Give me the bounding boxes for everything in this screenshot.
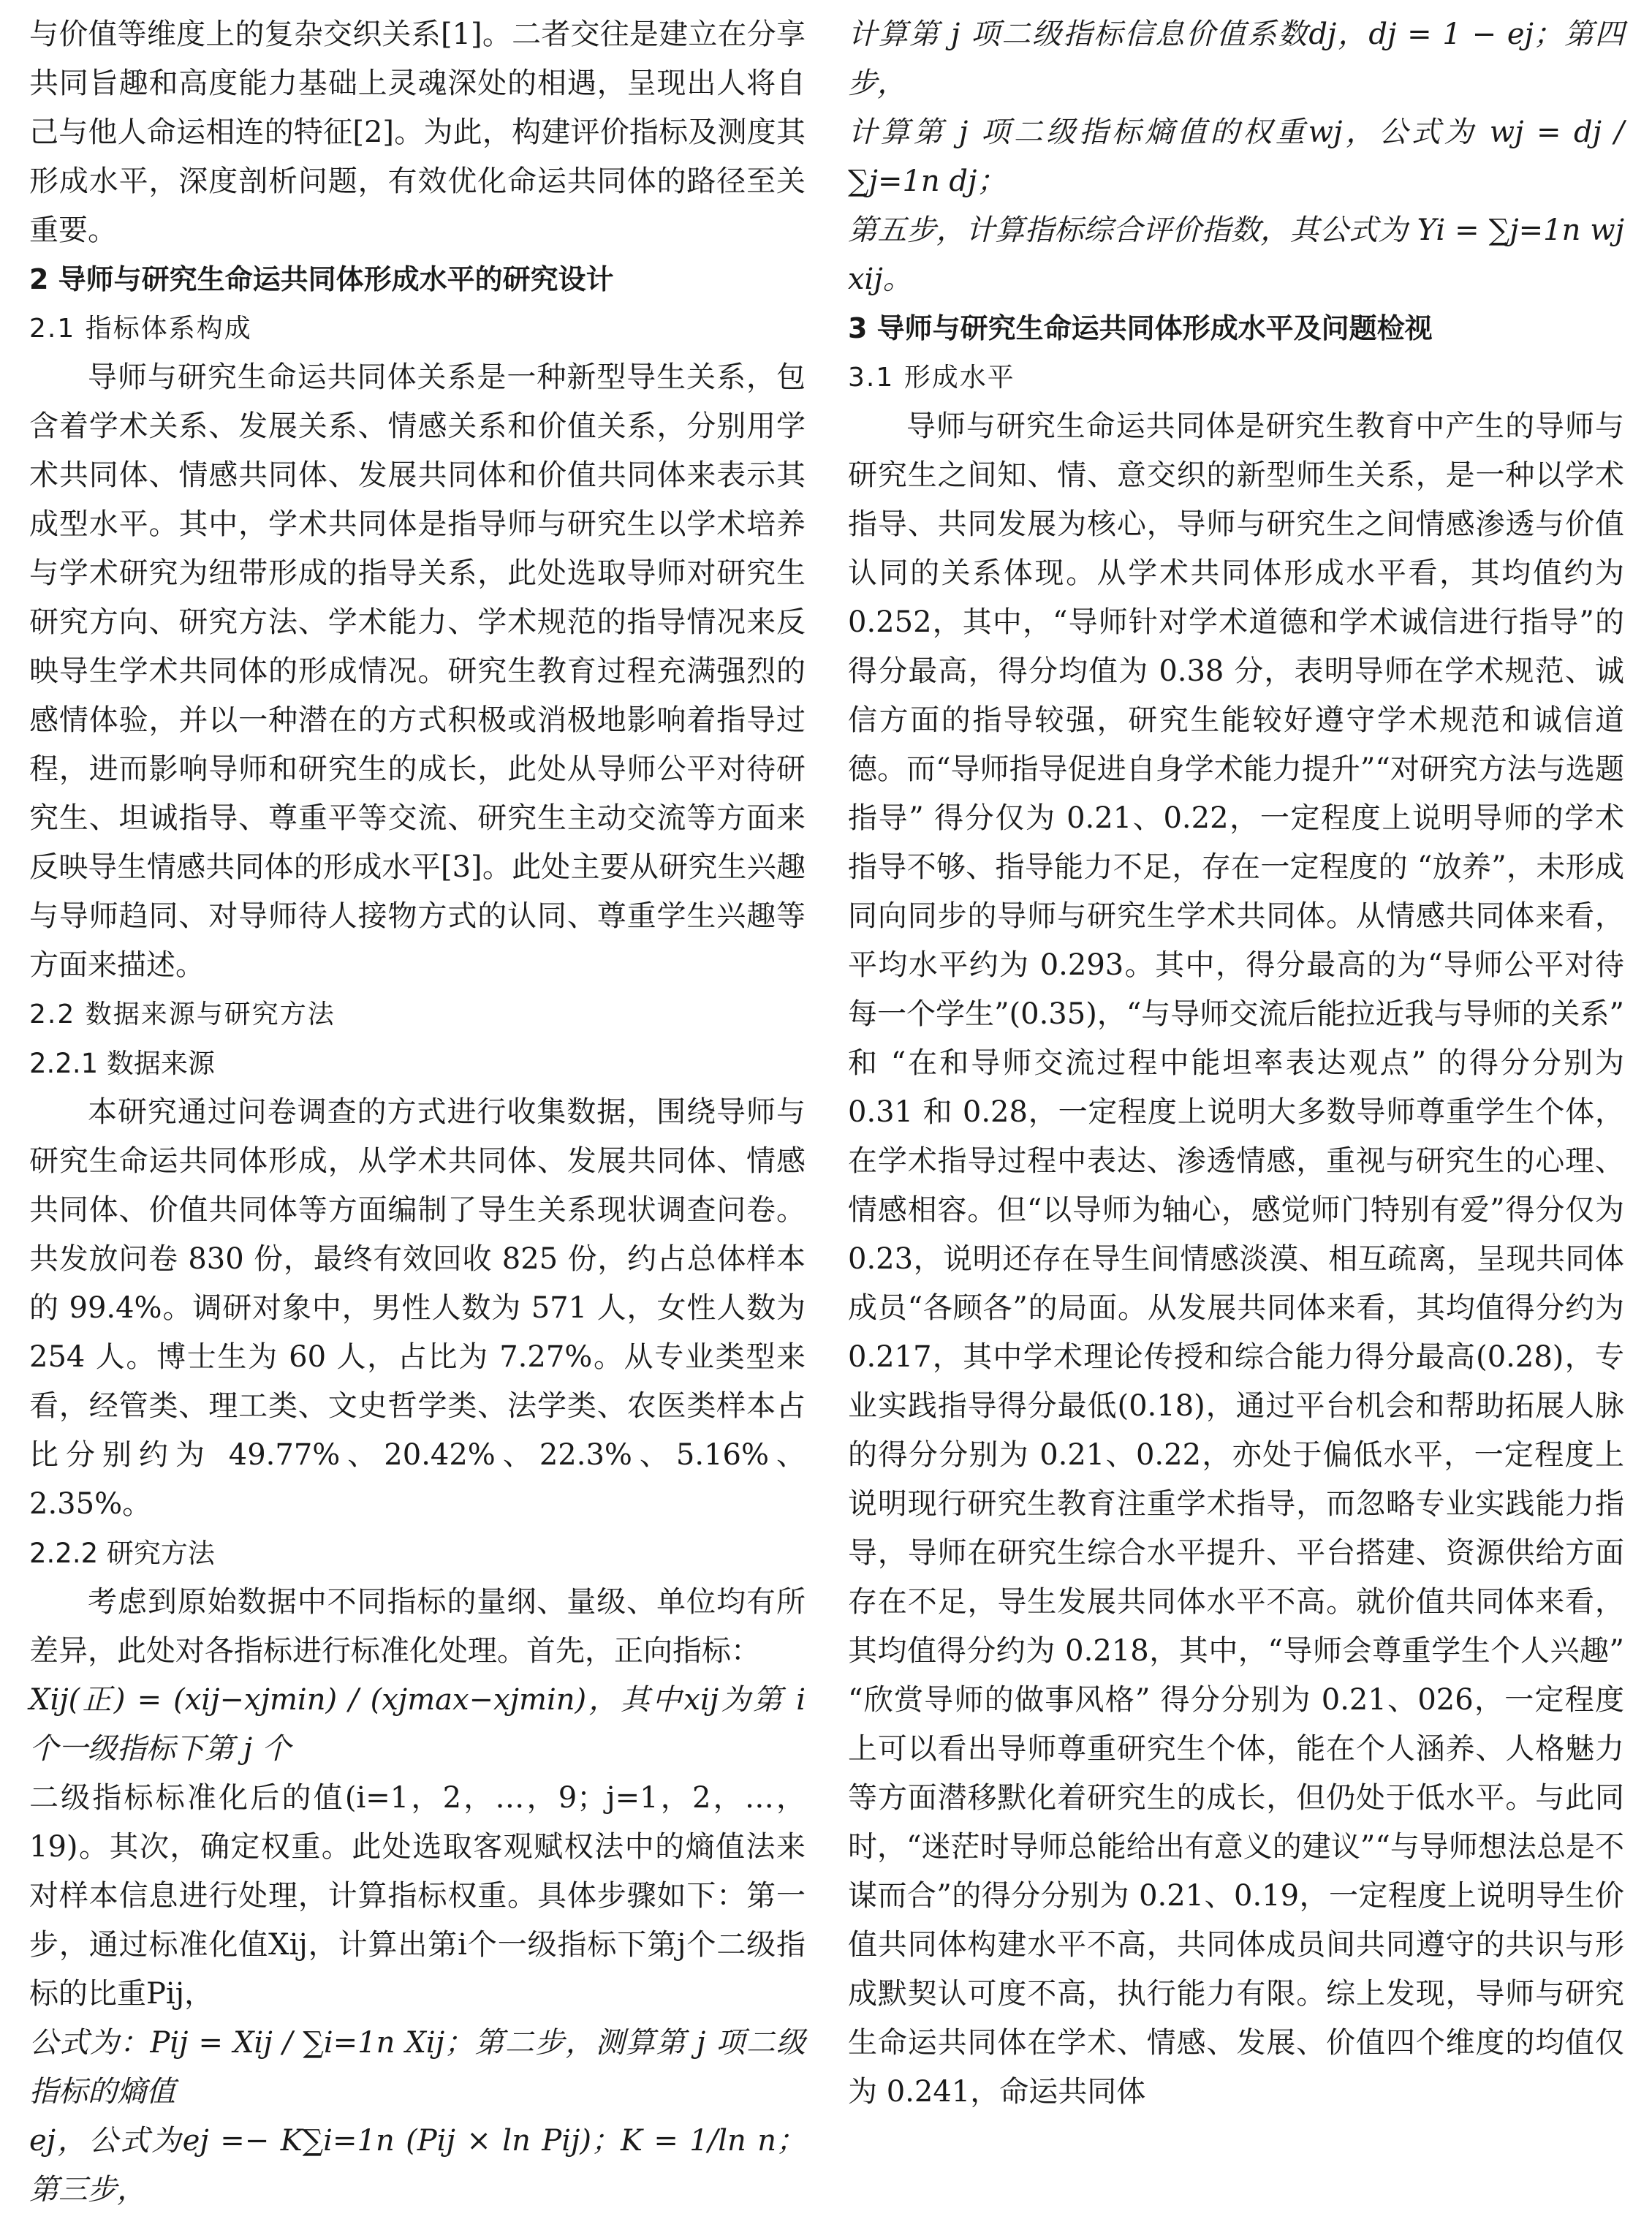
left-column [29, 10, 806, 2215]
paragraph-2-2-1: 本研究通过问卷调查的方式进行收集数据，围绕导师与研究生命运共同体形成，从学术共同体、发展共同体、情感共同体、价值共同体等方面编制了导生关系现状调查问卷。共发放问卷 830 份，最终有效回收 825 份，约占总体样本的 99.4%。调研对象中，男性人数为 571 人，女性人数为 254 人。博士生为 60 人，占比为 7.27%。从专业类型来看，经管类、理工类、文史哲学类、法学类、农医类样本占比分别约为 49.77%、20.42%、22.3%、5.16%、2.35%。 [29, 1095, 806, 1521]
equation-composite-index: 第五步，计算指标综合评价指数，其公式为 Yi = ∑j=1n wj xij。 [848, 213, 1624, 296]
paragraph-2-2-2-continued: 二级指标标准化后的值(i=1，2，…，9；j=1，2，…，19)。其次，确定权重。此处选取客观赋权法中的熵值法来对样本信息进行处理，计算指标权重。具体步骤如下：第一步，通过标准化值Xij，计算出第i个一级指标下第j个二级指标的比重Pij， [29, 1781, 806, 2011]
section-heading-3: 3 导师与研究生命运共同体形成水平及问题检视 [848, 312, 1433, 344]
equation-info-coefficient: 计算第 j 项二级指标信息价值系数dj，dj = 1 − ej；第四步， [848, 18, 1624, 100]
equation-weight: 计算第 j 项二级指标熵值的权重wj，公式为 wj = dj / ∑j=1n dj； [848, 116, 1624, 198]
section-heading-3-1: 3.1 形成水平 [848, 363, 1015, 393]
right-column [848, 10, 1624, 2117]
paragraph-2-1: 导师与研究生命运共同体关系是一种新型导生关系，包含着学术关系、发展关系、情感关系和价值关系，分别用学术共同体、情感共同体、发展共同体和价值共同体来表示其成型水平。其中，学术共同体是指导师与研究生以学术培养与学术研究为纽带形成的指导关系，此处选取导师对研究生研究方向、研究方法、学术能力、学术规范的指导情况来反映导生学术共同体的形成情况。研究生教育过程充满强烈的感情体验，并以一种潜在的方式积极或消极地影响着指导过程，进而影响导师和研究生的成长，此处从导师公平对待研究生、坦诚指导、尊重平等交流、研究生主动交流等方面来反映导生情感共同体的形成水平[3]。此处主要从研究生兴趣与导师趋同、对导师待人接物方式的认同、尊重学生兴趣等方面来描述。 [29, 360, 806, 982]
paragraph-3-1: 导师与研究生命运共同体是研究生教育中产生的导师与研究生之间知、情、意交织的新型师生关系，是一种以学术指导、共同发展为核心，导师与研究生之间情感渗透与价值认同的关系体现。从学术共同体形成水平看，其均值约为 0.252，其中，“导师针对学术道德和学术诚信进行指导”的得分最高，得分均值为 0.38 分，表明导师在学术规范、诚信方面的指导较强，研究生能较好遵守学术规范和诚信道德。而“导师指导促进自身学术能力提升”“对研究方法与选题指导” 得分仅为 0.21、0.22，一定程度上说明导师的学术指导不够、指导能力不足，存在一定程度的 “放养”，未形成同向同步的导师与研究生学术共同体。从情感共同体来看，平均水平约为 0.293。其中，得分最高的为“导师公平对待每一个学生”(0.35)，“与导师交流后能拉近我与导师的关系” 和 “在和导师交流过程中能坦率表达观点” 的得分分别为 0.31 和 0.28，一定程度上说明大多数导师尊重学生个体，在学术指导过程中表达、渗透情感，重视与研究生的心理、情感相容。但“以导师为轴心，感觉师门特别有爱”得分仅为 0.23，说明还存在导生间情感淡漠、相互疏离，呈现共同体成员“各顾各”的局面。从发展共同体来看，其均值得分约为 0.217，其中学术理论传授和综合能力得分最高(0.28)，专业实践指导得分最低(0.18)，通过平台机会和帮助拓展人脉的得分分别为 0.21、0.22，亦处于偏低水平，一定程度上说明现行研究生教育注重学术指导，而忽略专业实践能力指导，导师在研究生综合水平提升、平台搭建、资源供给方面存在不足，导生发展共同体水平不高。就价值共同体来看，其均值得分约为 0.218，其中，“导师会尊重学生个人兴趣” “欣赏导师的做事风格” 得分分别为 0.21、026，一定程度上可以看出导师尊重研究生个体，能在个人涵养、人格魅力等方面潜移默化着研究生的成长，但仍处于低水平。与此同时，“迷茫时导师总能给出有意义的建议”“与导师想法总是不谋而合”的得分分别为 0.21、0.19，一定程度上说明导生价值共同体构建水平不高，共同体成员间共同遵守的共识与形成默契认可度不高，执行能力有限。综上发现，导师与研究生命运共同体在学术、情感、发展、价值四个维度的均值仅为 0.241，命运共同体 [848, 409, 1624, 2109]
section-heading-2: 2 导师与研究生命运共同体形成水平的研究设计 [29, 263, 614, 295]
equation-standardization: Xij(正) = (xij−xjmin) / (xjmax−xjmin)，其中xij为第 i 个一级指标下第 j 个 [29, 1683, 806, 1766]
paragraph-intro: 与价值等维度上的复杂交织关系[1]。二者交往是建立在分享共同旨趣和高度能力基础上灵魂深处的相遇，呈现出人将自己与他人命运相连的特征[2]。为此，构建评价指标及测度其形成水平，深度剖析问题，有效优化命运共同体的路径至关重要。 [29, 18, 806, 247]
equation-proportion: 公式为：Pij = Xij / ∑i=1n Xij；第二步，测算第 j 项二级指标的熵值 [29, 2026, 806, 2109]
paragraph-2-2-2: 考虑到原始数据中不同指标的量纲、量级、单位均有所差异，此处对各指标进行标准化处理。首先，正向指标： [29, 1585, 806, 1668]
equation-entropy: ej，公式为ej =− K∑i=1n (Pij × ln Pij)；K = 1/ln n；第三步， [29, 2124, 806, 2207]
section-heading-2-1: 2.1 指标体系构成 [29, 314, 252, 344]
section-heading-2-2: 2.2 数据来源与研究方法 [29, 999, 336, 1029]
section-heading-2-2-1: 2.2.1 数据来源 [29, 1048, 215, 1079]
section-heading-2-2-2: 2.2.2 研究方法 [29, 1538, 215, 1569]
